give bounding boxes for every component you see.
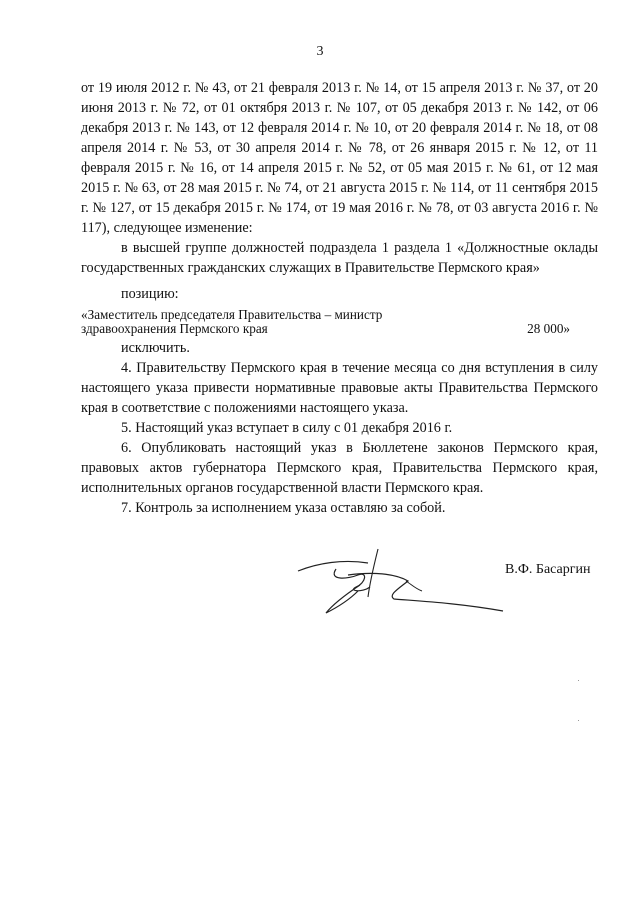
position-row <box>81 308 598 336</box>
paragraph-salary-group: в высшей группе должностей подраздела 1 раздела 1 «Должностные оклады государственных гражданских служащих в Правительстве Пермского края» <box>81 240 598 276</box>
paragraph-exclude: исключить. <box>121 340 190 356</box>
paragraph-amendments-list: от 19 июля 2012 г. № 43, от 21 февраля 2013 г. № 14, от 15 апреля 2013 г. № 37, от 20 июня 2013 г. № 72, от 01 октября 2013 г. № 107, от 05 декабря 2013 г. № 142, от 06 декабря 2013 г. № 143, от 12 февраля 2014 г. № 10, от 20 февраля 2014 г. № 18, от 08 апреля 2014 г. № 53, от 30 апреля 2014 г. № 78, от 26 января 2015 г. № 12, от 11 февраля 2015 г. № 16, от 14 апреля 2015 г. № 52, от 05 мая 2015 г. № 61, от 12 мая 2015 г. № 63, от 28 мая 2015 г. № 74, от 21 августа 2015 г. № 114, от 11 сентября 2015 г. № 127, от 15 декабря 2015 г. № 174, от 19 мая 2016 г. № 78, от 03 августа 2016 г. № 117), следующее изменение: <box>81 80 598 236</box>
paragraph-item-6: 6. Опубликовать настоящий указ в Бюллетене законов Пермского края, правовых актов губернатора Пермского края, Правительства Пермского края, исполнительных органов государственной власти Пермского края. <box>81 440 598 496</box>
paragraph-position-label: позицию: <box>121 286 179 302</box>
scan-speck <box>578 680 579 681</box>
paragraph-item-4: 4. Правительству Пермского края в течение месяца со дня вступления в силу настоящего указа привести нормативные правовые акты Правительства Пермского края в соответствие с положениями настоящего указа. <box>81 360 598 416</box>
handwritten-signature <box>288 541 508 621</box>
paragraph-item-5: 5. Настоящий указ вступает в силу с 01 декабря 2016 г. <box>121 420 453 436</box>
paragraph-item-7: 7. Контроль за исполнением указа оставляю за собой. <box>121 500 446 516</box>
position-salary: 28 000» <box>527 321 570 336</box>
signatory-name: В.Ф. Басаргин <box>505 562 591 577</box>
position-title: «Заместитель председателя Правительства – министр здравоохранения Пермского края <box>81 307 383 336</box>
page-number: 3 <box>316 44 324 59</box>
scan-speck <box>578 720 579 721</box>
document-body <box>81 78 598 518</box>
